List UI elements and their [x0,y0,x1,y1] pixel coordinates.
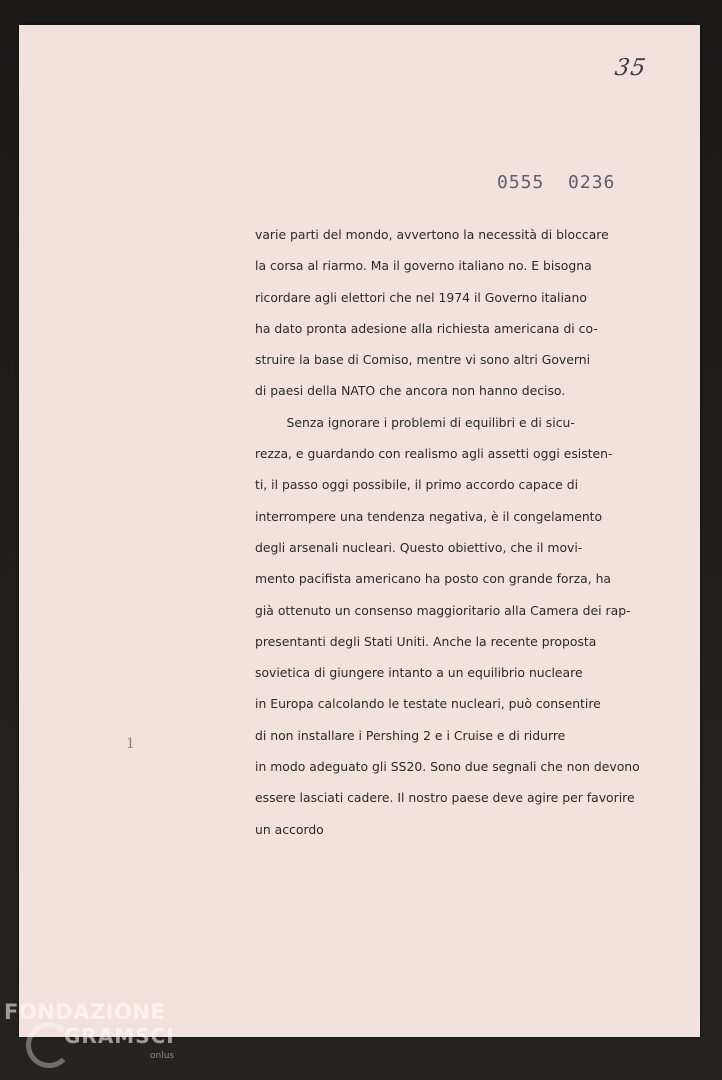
text-line: ha dato pronta adesione alla richiesta americana di co- [255,320,598,336]
text-line: di paesi della NATO che ancora non hanno deciso. [255,383,566,399]
archive-code-stamp: 0555 0236 [497,172,616,193]
text-line: varie parti del mondo, avvertono la necessità di bloccare [255,227,609,242]
text-line: ti, il passo oggi possibile, il primo accordo capace di [255,477,579,493]
margin-mark: 1 [126,736,135,752]
text-line: in Europa calcolando le testate nucleari, può consentire [255,696,601,712]
logo-text-line3: onlus [150,1051,175,1061]
text-line: sovietica di giungere intanto a un equilibrio nucleare [255,665,583,681]
text-line: mento pacifista americano ha posto con grande forza, ha [255,571,612,587]
text-line: rezza, e guardando con realismo agli assetti oggi esisten- [255,446,613,462]
text-line: presentanti degli Stati Uniti. Anche la recente proposta [255,633,597,649]
fondazione-gramsci-watermark-logo [4,1000,184,1078]
text-line: Senza ignorare i problemi di equilibri e di sicu- [255,414,575,430]
typewritten-text-body [255,223,655,849]
text-line: interrompere una tendenza negativa, è il congelamento [255,508,603,524]
text-line: già ottenuto un consenso maggioritario alla Camera dei rap- [255,602,631,618]
text-line: di non installare i Pershing 2 e i Cruise e di ridurre [255,727,566,743]
logo-text-line1: FONDAZIONE [4,1000,166,1024]
text-line: degli arsenali nucleari. Questo obiettivo, che il movi- [255,539,583,555]
text-line: la corsa al riarmo. Ma il governo italiano no. E bisogna [255,258,592,274]
logo-text-line2: GRAMSCI [64,1024,175,1048]
handwritten-page-number: 35 [613,55,649,81]
text-line: essere lasciati cadere. Il nostro paese deve agire per favorire [255,790,635,806]
text-line: in modo adeguato gli SS20. Sono due segnali che non devono [255,759,640,775]
text-line: struire la base di Comiso, mentre vi sono altri Governi [255,352,591,368]
text-line: un accordo [255,821,324,837]
text-line: ricordare agli elettori che nel 1974 il Governo italiano [255,289,587,305]
